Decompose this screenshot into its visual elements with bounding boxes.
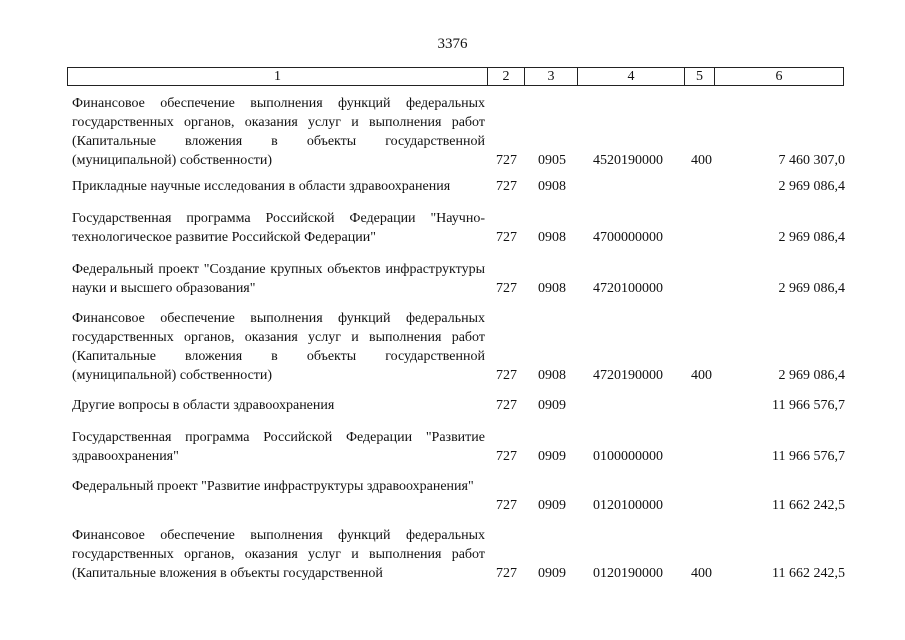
row-expense-type: 400 (691, 566, 712, 581)
row-gr-code: 727 (496, 368, 517, 383)
row-sum: 2 969 086,4 (778, 179, 845, 194)
row-description: Финансовое обеспечение выполнения функций федеральных государственных органов, оказания услуг и выполнения работ (Капитальные вложения в объекты государственной (муниципальной) собственности) (72, 311, 485, 383)
page-number: 3376 (437, 36, 468, 52)
row-section-code: 0908 (538, 281, 566, 296)
row-section-code: 0909 (538, 398, 566, 413)
column-header-3: 3 (525, 68, 578, 86)
row-description: Прикладные научные исследования в области здравоохранения (72, 179, 451, 194)
row-description: Государственная программа Российской Федерации "Развитие здравоохранения" (72, 430, 485, 464)
row-description: Финансовое обеспечение выполнения функций федеральных государственных органов, оказания услуг и выполнения работ (Капитальные вложения в объекты государственной (72, 528, 485, 581)
row-target-code: 4520190000 (593, 153, 663, 168)
row-gr-code: 727 (496, 230, 517, 245)
column-header-1: 1 (68, 68, 488, 86)
row-description: Другие вопросы в области здравоохранения (72, 398, 335, 413)
row-section-code: 0908 (538, 368, 566, 383)
row-section-code: 0909 (538, 566, 566, 581)
row-description: Государственная программа Российской Федерации "Научно-технологическое развитие Российской Федерации" (72, 211, 485, 245)
row-sum: 11 662 242,5 (772, 566, 845, 581)
row-target-code: 0100000000 (593, 449, 663, 464)
row-expense-type: 400 (691, 368, 712, 383)
row-sum: 2 969 086,4 (778, 230, 845, 245)
column-header-4: 4 (578, 68, 685, 86)
row-gr-code: 727 (496, 179, 517, 194)
row-gr-code: 727 (496, 566, 517, 581)
row-gr-code: 727 (496, 153, 517, 168)
row-description: Федеральный проект "Развитие инфраструктуры здравоохранения" (72, 479, 474, 494)
row-description: Федеральный проект "Создание крупных объектов инфраструктуры науки и высшего образования" (72, 262, 485, 296)
row-section-code: 0909 (538, 449, 566, 464)
row-section-code: 0908 (538, 179, 566, 194)
row-target-code: 4720100000 (593, 281, 663, 296)
column-header-2: 2 (488, 68, 525, 86)
row-expense-type: 400 (691, 153, 712, 168)
row-section-code: 0905 (538, 153, 566, 168)
row-sum: 2 969 086,4 (778, 281, 845, 296)
row-section-code: 0908 (538, 230, 566, 245)
row-sum: 11 966 576,7 (772, 398, 845, 413)
row-sum: 11 662 242,5 (772, 498, 845, 513)
row-description: Финансовое обеспечение выполнения функций федеральных государственных органов, оказания услуг и выполнения работ (Капитальные вложения в объекты государственной (муниципальной) собственности) (72, 96, 485, 168)
row-section-code: 0909 (538, 498, 566, 513)
row-target-code: 0120100000 (593, 498, 663, 513)
row-gr-code: 727 (496, 449, 517, 464)
row-sum: 11 966 576,7 (772, 449, 845, 464)
row-sum: 2 969 086,4 (778, 368, 845, 383)
row-target-code: 0120190000 (593, 566, 663, 581)
row-sum: 7 460 307,0 (778, 153, 845, 168)
row-target-code: 4700000000 (593, 230, 663, 245)
row-gr-code: 727 (496, 281, 517, 296)
column-header-5: 5 (685, 68, 715, 86)
row-gr-code: 727 (496, 398, 517, 413)
row-target-code: 4720190000 (593, 368, 663, 383)
column-header-6: 6 (715, 68, 844, 86)
row-gr-code: 727 (496, 498, 517, 513)
